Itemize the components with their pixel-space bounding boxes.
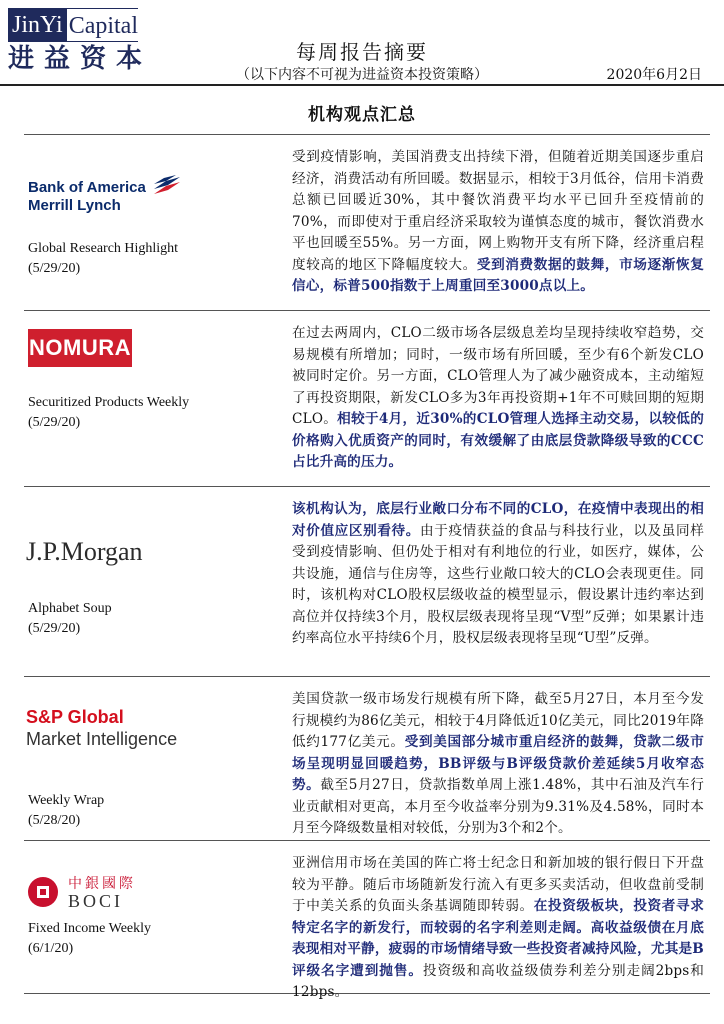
summary-plain: 亚洲信用市场在美国的阵亡将士纪念日和新加坡的银行假日下开盘较为平静。随后市场随新发行流入有更多买卖活动，但收盘前受制于中美关系的负面头条基调随即转弱。 — [292, 855, 704, 914]
boci-emblem-icon — [28, 877, 58, 907]
summary-plain-2: 投资级和高收益级债券利差分别走阔2bps和12bps。 — [292, 962, 704, 1000]
nomura-logo: NOMURA — [28, 329, 132, 367]
source-cell — [24, 487, 274, 677]
report-date-cell: (5/29/20) — [28, 261, 81, 276]
summary-plain: 美国贷款一级市场发行规模有所下降，截至5月27日，本月至今发行规模约为86亿美元，相较于4月降低近10亿美元，同比2019年降低约177亿美元。 — [292, 691, 704, 750]
summary-plain: 在过去两周内，CLO二级市场各层级息差均呈现持续收窄趋势，交易规模有所增加；同时，一级市场有所回暖，至少有6个新发CLO被同时定价。另一方面，CLO管理人为了减少融资成本，主动缩短了再投资期限，新发CLO多为3年再投资期+1年不可赎回期的短期CLO。 — [292, 325, 704, 427]
bofa-logo-line1: Bank of America — [28, 179, 146, 196]
summary-highlight: 受到消费数据的鼓舞，市场逐渐恢复信心，标普500指数于上周重回至3000点以上。 — [292, 256, 704, 294]
report-row-sp-global — [24, 676, 710, 841]
source-cell — [24, 841, 274, 993]
report-row-boci — [24, 840, 710, 1000]
report-name: Alphabet Soup — [28, 601, 112, 616]
report-name: Securitized Products Weekly — [28, 395, 190, 410]
source-cell — [24, 677, 274, 841]
report-name: Weekly Wrap — [28, 793, 105, 808]
summary-plain: 受到疫情影响，美国消费支出持续下滑，但随着近期美国逐步重启经济，消费活动有所回暖。数据显示，相较于3月低谷，信用卡消费总额已回暖近30%，其中餐饮消费平均水平已回升至疫情前的70%，而即使对于重启经济采取较为谨慎态度的城市，餐饮消费水平也回暖至55%。另一方面，网上购物开支有所下降，经济重启程度较高的地区下降幅度较大。 — [292, 149, 704, 273]
summary-highlight: 相较于4月，近30%的CLO管理人选择主动交易，以较低的价格购入优质资产的同时，有效缓解了由底层贷款降级导致的CCC占比升高的压力。 — [292, 411, 704, 470]
report-row-nomura — [24, 310, 710, 487]
summary-text — [292, 689, 704, 840]
summary-plain-2: 截至5月27日，贷款指数单周上涨1.48%，其中石油及汽车行业贡献相对更高，本月至今收益率分别为9.31%及4.58%，同时本月至今降级数量相对较低，分别为3个和2个。 — [292, 777, 704, 836]
report-name: Fixed Income Weekly — [28, 921, 152, 936]
source-cell — [24, 311, 274, 487]
bofa-logo-line2: Merrill Lynch — [28, 197, 121, 214]
report-date: 2020年6月2日 — [606, 67, 702, 83]
source-cell — [24, 135, 274, 311]
logo-jinyi-text: JinYi — [8, 8, 67, 42]
sp-global-logo-line1: S&P Global — [26, 707, 124, 727]
logo-capital-text: Capital — [67, 8, 138, 42]
summary-text — [292, 499, 704, 650]
jpmorgan-logo: J.P.Morgan — [26, 537, 143, 566]
summary-plain: 由于疫情获益的食品与科技行业，以及虽同样受到疫情影响、但仍处于相对有利地位的行业，如医疗，媒体，公共设施，通信与住房等，这些行业敞口较大的CLO会表现更佳。同时，该机构对CLO股权层级收益的模型显示，假设累计违约率达到高位并仅持续3个月，股权层级表现将呈现“V型”反弹；如果累计违约率高位水平持续6个月，股权层级表现将呈现“U型”反弹。 — [292, 522, 704, 646]
summary-text — [292, 323, 704, 474]
report-date-cell: (5/28/20) — [28, 813, 81, 828]
report-date-cell: (5/29/20) — [28, 415, 81, 430]
summary-highlight: 在投资级板块，投资者寻求特定名字的新发行，而较弱的名字利差则走阔。高收益级债在月底表现相对平静，疲弱的市场情绪导致一些投资者减持风险，尤其是B评级名字遭到抛售。 — [292, 898, 704, 979]
report-name: Global Research Highlight — [28, 241, 179, 256]
summary-highlight: 该机构认为，底层行业敞口分布不同的CLO，在疫情中表现出的相对价值应区别看待。 — [292, 501, 704, 539]
section-title: 机构观点汇总 — [308, 105, 416, 125]
bofa-logo — [28, 179, 146, 215]
page-title: 每周报告摘要 — [296, 40, 428, 64]
boci-logo-chinese: 中銀國際 — [68, 876, 136, 892]
report-date-cell: (6/1/20) — [28, 941, 74, 956]
boci-logo-english: BOCI — [68, 891, 124, 911]
summary-text — [292, 853, 704, 1004]
bofa-flag-icon — [152, 175, 182, 197]
report-date-cell: (5/29/20) — [28, 621, 81, 636]
page-subtitle: （以下内容不可视为进益资本投资策略） — [236, 67, 488, 83]
summary-highlight: 受到美国部分城市重启经济的鼓舞，贷款二级市场呈现明显回暖趋势，BB评级与B评级贷款价差延续5月收窄态势。 — [292, 734, 704, 793]
header-divider — [0, 84, 724, 86]
report-row-bofa — [24, 134, 710, 311]
summary-text — [292, 147, 704, 298]
sp-global-logo-line2: Market Intelligence — [26, 729, 178, 749]
logo-chinese-text: 进益资本 — [8, 44, 153, 74]
report-row-jpmorgan — [24, 486, 710, 677]
